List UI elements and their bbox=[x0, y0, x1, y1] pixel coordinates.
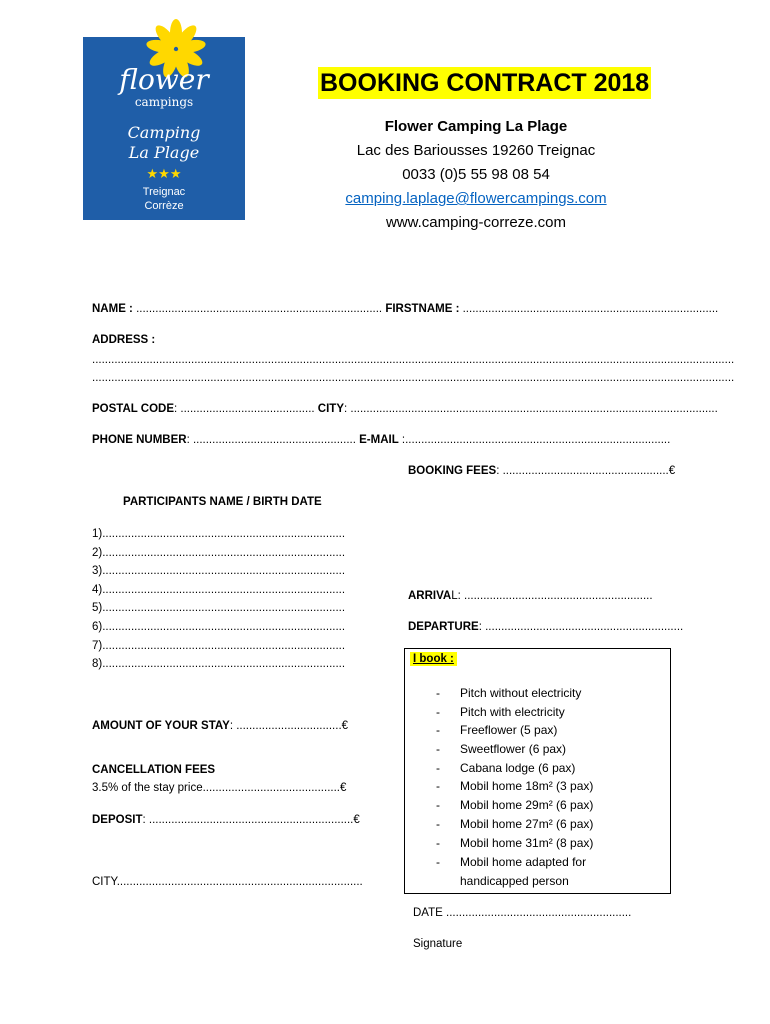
cancellation-field[interactable]: 3.5% of the stay price...........................................€ bbox=[92, 782, 347, 794]
name-field[interactable]: ............................................................................. bbox=[132, 303, 383, 315]
participant-1[interactable]: 1)............................................................................ bbox=[92, 528, 346, 540]
booking-fees-field[interactable]: : ....................................................€ bbox=[496, 465, 676, 477]
participant-5[interactable]: 5)............................................................................ bbox=[92, 602, 346, 614]
document-title: BOOKING CONTRACT 2018 bbox=[320, 69, 650, 97]
address-label: ADDRESS : bbox=[92, 334, 156, 346]
phone-label: PHONE NUMBER bbox=[92, 434, 187, 446]
option-cabana-lodge[interactable]: Cabana lodge (6 pax) bbox=[460, 761, 576, 775]
deposit-field[interactable]: : ................................................................€ bbox=[142, 814, 360, 826]
arrival-label: ARRIVA bbox=[408, 590, 452, 602]
option-mobil-home-29[interactable]: Mobil home 29m² (6 pax) bbox=[460, 798, 594, 812]
name-row bbox=[92, 303, 718, 315]
option-pitch-electricity[interactable]: Pitch with electricity bbox=[460, 705, 565, 719]
address-line-1[interactable]: ......................................................................................................................................................................................................... bbox=[92, 354, 735, 366]
bullet: - bbox=[436, 686, 440, 700]
logo-brand: flower bbox=[119, 63, 209, 96]
phone-row bbox=[92, 434, 677, 446]
arrival-field[interactable]: L: ........................................................... bbox=[451, 590, 653, 602]
phone-field[interactable]: : ................................................... bbox=[186, 434, 356, 446]
option-mobil-home-27[interactable]: Mobil home 27m² (6 pax) bbox=[460, 817, 594, 831]
participant-6[interactable]: 6)............................................................................ bbox=[92, 621, 346, 633]
deposit-row bbox=[92, 814, 360, 826]
participant-8[interactable]: 8)............................................................................ bbox=[92, 658, 346, 670]
logo-brand-sub: campings bbox=[134, 95, 194, 109]
booking-fees-label: BOOKING FEES bbox=[408, 465, 497, 477]
firstname-label: FIRSTNAME : bbox=[385, 303, 460, 315]
cancellation-label: CANCELLATION FEES bbox=[92, 764, 216, 776]
bullet: - bbox=[436, 836, 440, 850]
camping-logo bbox=[83, 37, 245, 220]
bullet: - bbox=[436, 723, 440, 737]
departure-row bbox=[408, 621, 683, 633]
org-phone: 0033 (0)5 55 98 08 54 bbox=[402, 166, 550, 183]
bullet: - bbox=[436, 817, 440, 831]
postal-row bbox=[92, 403, 718, 415]
booking-fees-row bbox=[408, 465, 675, 477]
participants-heading: PARTICIPANTS NAME / BIRTH DATE bbox=[123, 496, 322, 508]
bullet: - bbox=[436, 761, 440, 775]
option-mobil-home-adapted[interactable]: Mobil home adapted for bbox=[460, 855, 587, 869]
participant-3[interactable]: 3)............................................................................ bbox=[92, 565, 346, 577]
city-label: CITY bbox=[317, 403, 344, 415]
postal-code-label: POSTAL CODE bbox=[92, 403, 174, 415]
option-sweetflower[interactable]: Sweetflower (6 pax) bbox=[460, 742, 567, 756]
participant-7[interactable]: 7)............................................................................ bbox=[92, 640, 346, 652]
option-freeflower[interactable]: Freeflower (5 pax) bbox=[460, 723, 558, 737]
bullet: - bbox=[436, 855, 440, 869]
option-mobil-home-31[interactable]: Mobil home 31m² (8 pax) bbox=[460, 836, 594, 850]
amount-field[interactable]: : .................................€ bbox=[229, 720, 349, 732]
departure-field[interactable]: : .............................................................. bbox=[478, 621, 684, 633]
address-line-2[interactable]: ......................................................................................................................................................................................................... bbox=[92, 372, 735, 384]
signature-label: Signature bbox=[413, 938, 463, 950]
firstname-field[interactable]: ................................................................................ bbox=[459, 303, 719, 315]
amount-row bbox=[92, 720, 348, 732]
deposit-label: DEPOSIT bbox=[92, 814, 143, 826]
option-mobil-home-18[interactable]: Mobil home 18m² (3 pax) bbox=[460, 779, 594, 793]
bullet: - bbox=[436, 779, 440, 793]
logo-name-line2: La Plage bbox=[128, 143, 200, 162]
logo-region: Corrèze bbox=[144, 200, 184, 212]
name-label: NAME : bbox=[92, 303, 133, 315]
email-label: E-MAIL bbox=[359, 434, 399, 446]
sign-city-field[interactable]: CITY............................................................................. bbox=[92, 876, 363, 888]
city-field[interactable]: : ................................................................................................................... bbox=[344, 403, 718, 415]
participant-4[interactable]: 4)............................................................................ bbox=[92, 584, 346, 596]
logo-name-line1: Camping bbox=[127, 123, 201, 142]
org-name: Flower Camping La Plage bbox=[384, 118, 568, 135]
bullet: - bbox=[436, 798, 440, 812]
logo-town: Treignac bbox=[142, 186, 186, 198]
date-field[interactable]: DATE .......................................................... bbox=[413, 907, 632, 919]
org-website: www.camping-correze.com bbox=[385, 214, 567, 231]
departure-label: DEPARTURE bbox=[408, 621, 479, 633]
option-pitch-no-electricity[interactable]: Pitch without electricity bbox=[460, 686, 582, 700]
amount-label: AMOUNT OF YOUR STAY bbox=[92, 720, 230, 732]
bullet: - bbox=[436, 742, 440, 756]
org-email-link[interactable]: camping.laplage@flowercampings.com bbox=[345, 190, 607, 207]
bullet: - bbox=[436, 705, 440, 719]
option-mobil-home-adapted-cont: handicapped person bbox=[460, 874, 569, 888]
i-book-label: I book : bbox=[410, 652, 457, 666]
email-field[interactable]: :................................................................................... bbox=[398, 434, 671, 446]
org-address: Lac des Bariousses 19260 Treignac bbox=[356, 142, 596, 159]
participant-2[interactable]: 2)............................................................................ bbox=[92, 547, 346, 559]
arrival-row bbox=[408, 590, 653, 602]
postal-code-field[interactable]: : .......................................... bbox=[174, 403, 315, 415]
logo-stars: ★★★ bbox=[146, 167, 182, 182]
